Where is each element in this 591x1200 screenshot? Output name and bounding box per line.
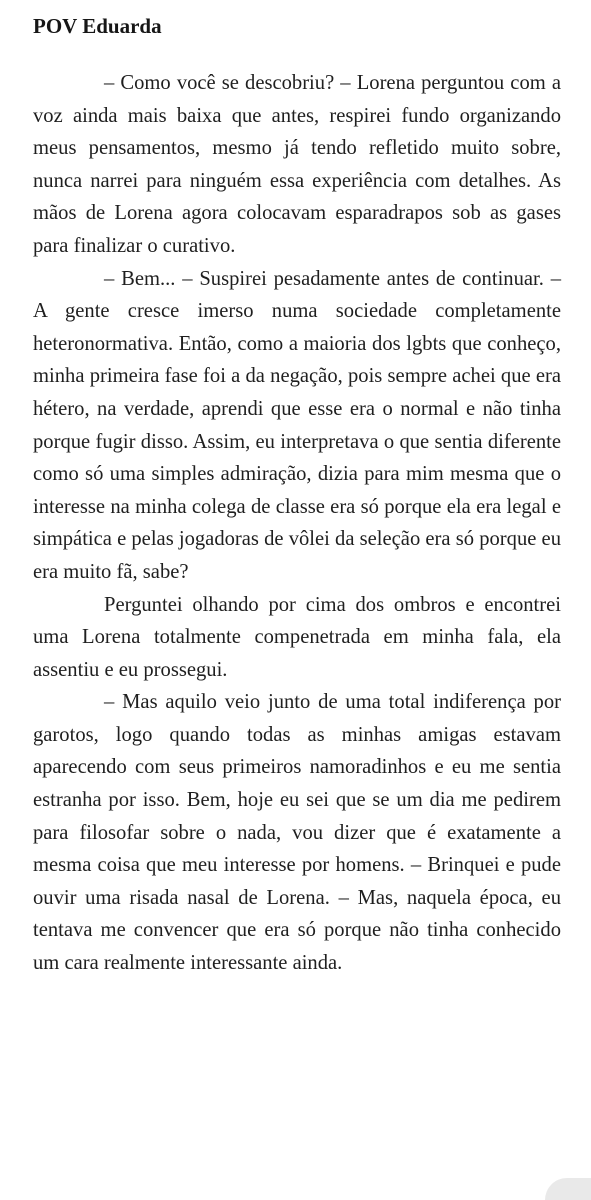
paragraph-2: – Bem... – Suspirei pesadamente antes de continuar. – A gente cresce imerso numa sociedade completamente heteronormativa. Então, como a maioria dos lgbts que conheço, minha primeira fase foi a da negação, pois sempre achei que era hétero, na verdade, aprendi que esse era o normal e não tinha porque fugir disso. Assim, eu interpretava o que sentia diferente como só uma simples admiração, dizia para mim mesma que o interesse na minha colega de classe era só porque ela era legal e simpática e pelas jogadoras de vôlei da seleção era só porque eu era muito fã, sabe? [33, 267, 561, 583]
paragraph-1: – Como você se descobriu? – Lorena perguntou com a voz ainda mais baixa que antes, respirei fundo organizando meus pensamentos, mesmo já tendo refletido muito sobre, nunca narrei para ninguém essa experiência com detalhes. As mãos de Lorena agora colocavam esparadrapos sob as gases para finalizar o curativo. [33, 72, 561, 257]
corner-overlay [545, 1178, 591, 1200]
paragraph-4: – Mas aquilo veio junto de uma total indiferença por garotos, logo quando todas as minhas amigas estavam aparecendo com seus primeiros namoradinhos e eu me sentia estranha por isso. Bem, hoje eu sei que se um dia me pedirem para filosofar sobre o nada, vou dizer que é exatamente a mesma coisa que meu interesse por homens. – Brinquei e pude ouvir uma risada nasal de Lorena. – Mas, naquela época, eu tentava me convencer que era só porque não tinha conhecido um cara realmente interessante ainda. [33, 691, 561, 975]
paragraph-3: Perguntei olhando por cima dos ombros e encontrei uma Lorena totalmente compenetrada em minha fala, ela assentiu e eu prossegui. [33, 593, 561, 681]
document-page [33, 11, 561, 980]
chapter-heading: POV Eduarda [33, 14, 162, 38]
